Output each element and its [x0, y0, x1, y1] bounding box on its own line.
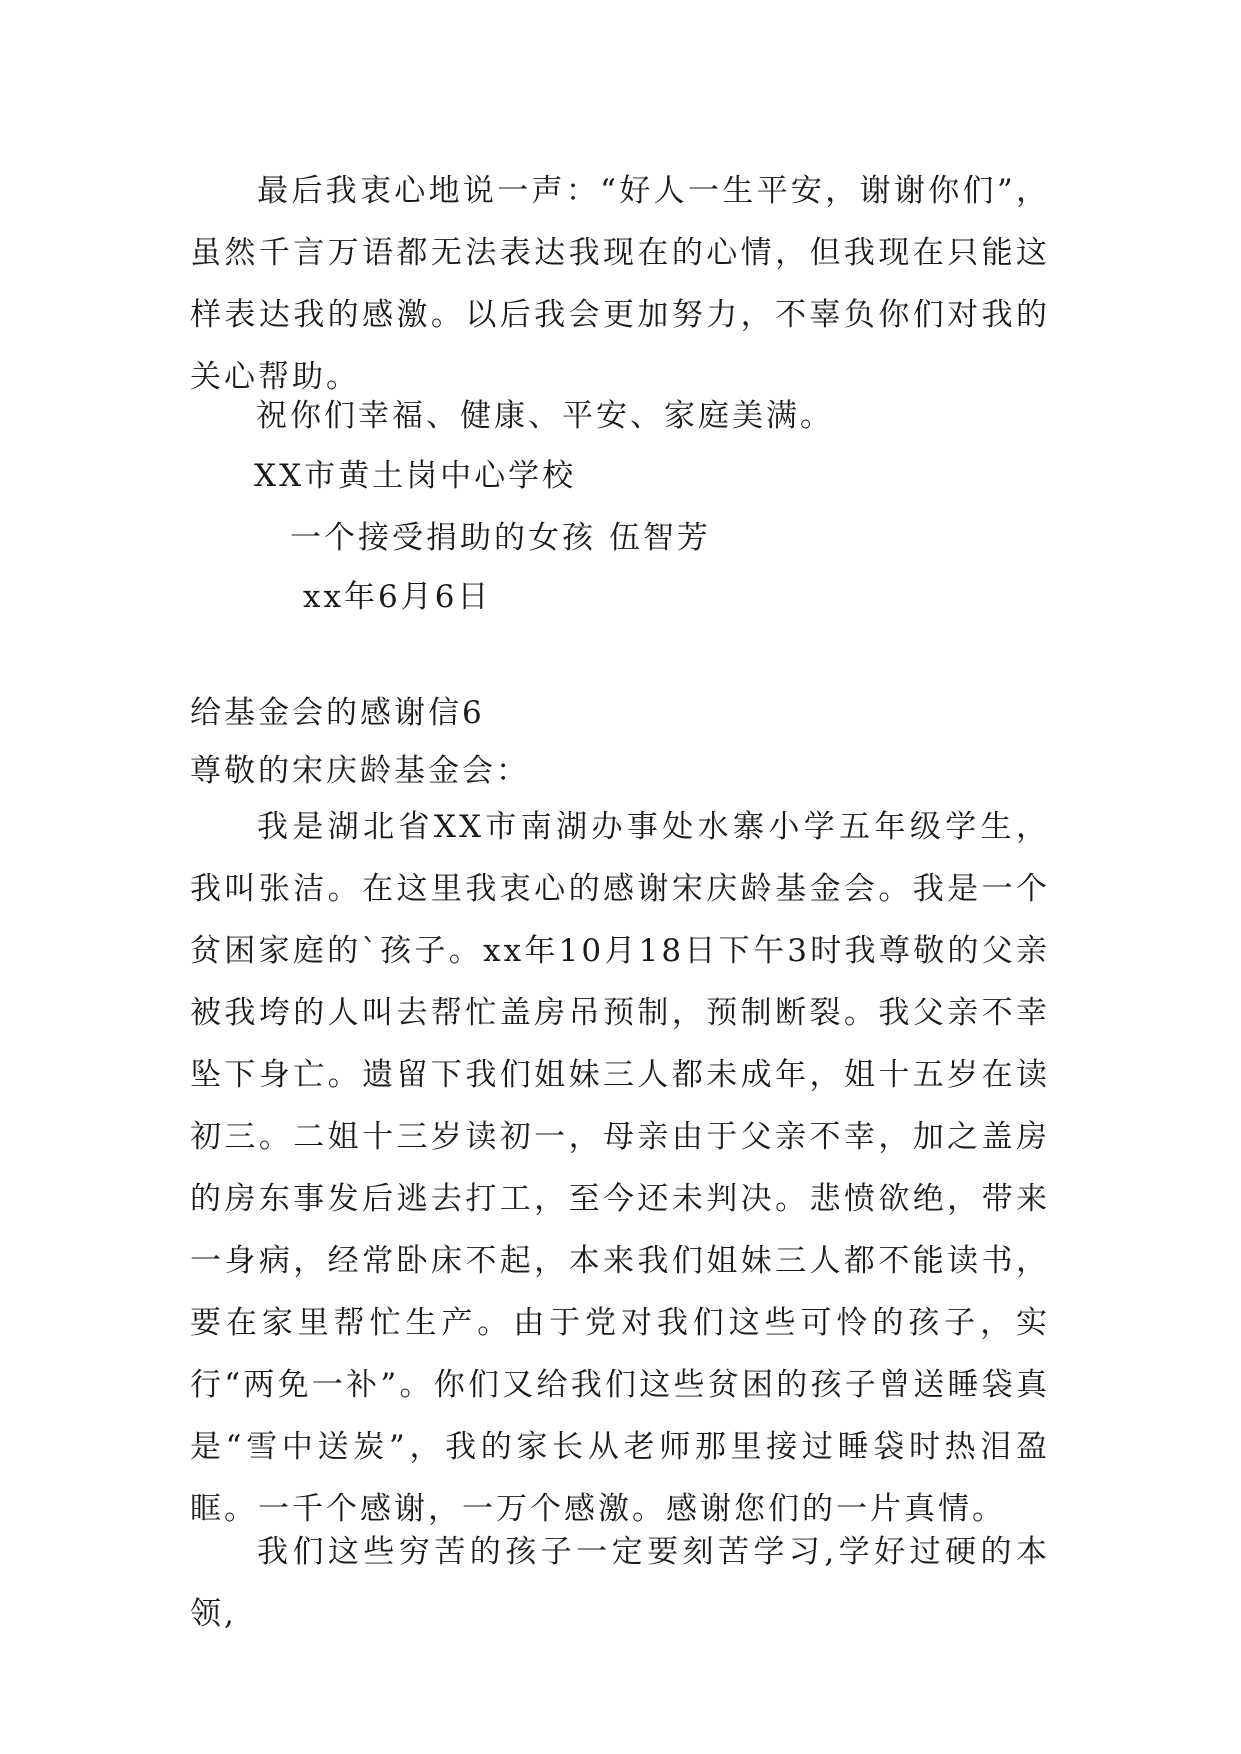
blessing-line: 祝你们幸福、健康、平安、家庭美满。 — [256, 398, 834, 434]
body-paragraph: 我是湖北省XX市南湖办事处水寨小学五年级学生，我叫张洁。在这里我衷心的感谢宋庆龄基金会。我是一个贫困家庭的`孩子。xx年10月18日下午3时我尊敬的父亲被我垮的人叫去帮忙盖房吊预制，预制断裂。我父亲不幸坠下身亡。遗留下我们姐妹三人都未成年，姐十五岁在读初三。二姐十三岁读初一，母亲由于父亲不幸，加之盖房的房东事发后逃去打工，至今还未判决。悲愤欲绝，带来一身病，经常卧床不起，本来我们姐妹三人都不能读书，要在家里帮忙生产。由于党对我们这些可怜的孩子，实行“两免一补”。你们又给我们这些贫困的孩子曾送睡袋真是“雪中送炭”，我的家长从老师那里接过睡袋时热泪盈眶。一千个感谢，一万个感激。感谢您们的一片真情。 — [190, 809, 1050, 1527]
body-paragraph-continued: 我们这些穷苦的孩子一定要刻苦学习,学好过硬的本领, — [190, 1534, 1050, 1632]
letter-title: 给基金会的感谢信6 — [190, 695, 485, 731]
letter-date: xx年6月6日 — [303, 579, 492, 615]
school-name: XX市黄土岗中心学校 — [254, 458, 577, 494]
salutation: 尊敬的宋庆龄基金会： — [190, 753, 530, 789]
closing-paragraph: 最后我衷心地说一声：“好人一生平安，谢谢你们”，虽然千言万语都无法表达我现在的心情，但我现在只能这样表达我的感激。以后我会更加努力，不辜负你们对我的关心帮助。 — [190, 173, 1050, 395]
signature: 一个接受捐助的女孩 伍智芳 — [290, 520, 711, 556]
